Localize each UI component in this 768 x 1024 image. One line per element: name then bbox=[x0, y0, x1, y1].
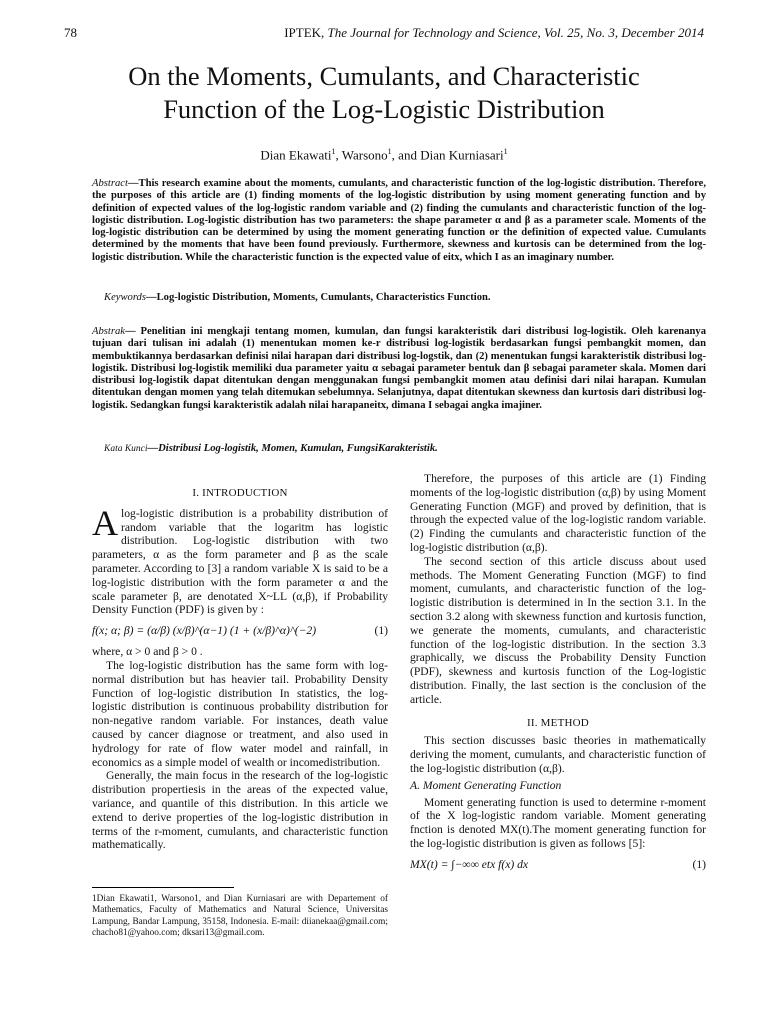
footnote-rule bbox=[92, 887, 234, 888]
paper-title bbox=[50, 60, 718, 126]
author-3: Dian Kurniasari bbox=[420, 147, 504, 163]
kata-kunci-text: —Distribusi Log-logistik, Momen, Kumulan, FungsiKarakteristik. bbox=[147, 443, 438, 454]
right-column bbox=[410, 472, 706, 879]
kata-kunci bbox=[104, 443, 706, 454]
mgf-paragraph: Moment generating function is used to determine r-moment of the X log-logistic random variable. Moment generating fnction is denoted MX(t).The moment generating function for the log-logistic distribution is given as follows [5]: bbox=[410, 795, 706, 850]
equation-mgf-body: MX(t) = ∫−∞∞ etx f(x) dx bbox=[410, 857, 529, 871]
author-1: Dian Ekawati bbox=[260, 147, 332, 163]
section-heading-method: II. METHOD bbox=[527, 716, 589, 729]
equation-1-number: (1) bbox=[374, 624, 388, 638]
keywords-text: —Log-logistic Distribution, Moments, Cumulants, Characteristics Function. bbox=[145, 292, 491, 303]
page-number: 78 bbox=[64, 25, 77, 40]
abstract-lead: Abstract bbox=[92, 178, 128, 189]
abstrak bbox=[92, 326, 706, 412]
purpose-paragraph: Therefore, the purposes of this article are (1) Finding moments of the log-logistic distribution (α,β) by using Moment Generating Function (MGF) and proved by definition, that is through the expected value of the log-logistic random variable. (2) Finding the cumulants and characteristic function of the log-logistic distribution (α,β). bbox=[410, 472, 706, 554]
abstract bbox=[92, 178, 706, 264]
intro-paragraph-3: Generally, the main focus in the research of the log-logistic distribution propertiesis in the areas of the expected value, variance, and quantile of this distribution. In this article we extend to derive properties of the log-logistic distribution in terms of the r-moment, cumulants, and characteristic function mathematically. bbox=[92, 769, 388, 852]
structure-paragraph: The second section of this article discuss about used methods. The Moment Generating Function (MGF) to find moment, cumulants, and characteristic function of the log-logistic distribution is determined in In the section 3.1. In the section 3.2 along with skewness function and kurtosis function, we generate the moments, cumulants, and characteristic function of the log-logistic distribution. In the section 3.3 graphically, we discuss the Probability Density Function (PDF), skewness and kurtosis function of the Log-logistic distribution. Finally, the last section is the conclusion of the article. bbox=[410, 554, 706, 706]
abstrak-lead: Abstrak bbox=[92, 326, 125, 337]
abstract-text: —This research examine about the moments, cumulants, and characteristic function of the log-logistic distribution. Therefore, the purposes of this article are (1) finding moments of the log-logistic distribution by using moment generating function and by definition of expected values of the log-logistic random variable and (2) finding the cumulants and characteristic function of the log-logistic distribution. Log-logistic distribution has two parameters: the shape parameter α and β as a parameter scale. Moments of the log-logistic distribution can be determined by using the moment generating function or the definition of expected value. Cumulants determined by the moments that have been found previously. Furthermore, skewness and kurtosis can be determined from the log-logistic distribution. While the characteristic function is the expected value of eitx, which I as an imaginary number. bbox=[92, 178, 706, 263]
kata-kunci-lead: Kata Kunci bbox=[104, 444, 148, 454]
abstrak-text: — Penelitian ini mengkaji tentang momen, kumulan, dan fungsi karakteristik dari distribusi log-logistik. Oleh karenanya tujuan dari tulisan ini adalah (1) menentukan momen ke-r distribusi log-logistik berdasarkan fungsi pembangkit momen, dan membuktikannya berdasarkan definisi nilai harapan dari distribusi log-logstik, dan (2) menentukan fungsi karakteristik distribusi log-logistik. Distribusi log-logistik memiliki dua parameter yaitu α sebagai parameter bentuk dan β sebagai parameter skala. Momen dari distribusi log-logistik dapat ditentukan dengan menggunakan fungsi pembangkit momen atau definisi dari nilai harapan. Kumulan ditentukan dengan momen yang telah ditemukan sebelumnya. Selanjutnya, dapat ditentukan skewness dan kurtosis dari distribusi log-logistik. Sedangkan fungsi karakteristik adalah nilai harapaneitx, dimana I sebagai angka imajiner. bbox=[92, 326, 706, 411]
intro-paragraph-2: The log-logistic distribution has the same form with log-normal distribution but has heavier tail. Probability Density Function of log-logistic distribution In statistics, the log-logistic distribution is continuous probability distribution for non-negative random variable. For instances, death value caused by cancer diagnose or treatment, and also used in hydrology for rate of flow water model and rainfall, in economics as a simple model of wealth or incomedistribution. bbox=[92, 658, 388, 769]
journal-name: The Journal for Technology and Science, Vol. 25, No. 3, December 2014 bbox=[327, 25, 704, 40]
author-1-affiliation: 1 bbox=[331, 147, 336, 156]
title-line-2: Function of the Log-Logistic Distribution bbox=[163, 94, 605, 124]
running-header bbox=[64, 25, 704, 43]
journal-citation bbox=[284, 25, 704, 41]
where-clause: where, α > 0 and β > 0 . bbox=[92, 645, 203, 659]
author-separator-2: , and bbox=[391, 147, 421, 163]
equation-mgf bbox=[410, 853, 706, 877]
author-2: Warsono bbox=[341, 147, 388, 163]
drop-cap: A bbox=[92, 502, 118, 543]
equation-1-body: f(x; α; β) = (α/β) (x/β)^(α−1) (1 + (x/β)^α)^(−2) bbox=[92, 624, 317, 638]
author-2-affiliation: 1 bbox=[387, 147, 392, 156]
footnote: 1Dian Ekawati1, Warsono1, and Dian Kurniasari are with Departement of Mathematics, Faculty of Mathematics and Natural Science, Universitas Lampung, Bandar Lampung, 35158, Indonesia. E-mail: diianekaa@gmail.com; chacho81@yahoo.com; dksari13@gmail.com. bbox=[92, 894, 388, 938]
author-separator-1: , bbox=[335, 147, 342, 163]
subsection-heading-mgf: A. Moment Generating Function bbox=[410, 778, 562, 792]
author-list bbox=[0, 147, 768, 163]
keywords bbox=[104, 292, 706, 303]
intro-paragraph-1 bbox=[92, 502, 388, 617]
equation-1 bbox=[92, 619, 388, 643]
intro-paragraph-1-text: log-logistic distribution is a probability distribution of random variable that the logaritm has logistic distribution. Log-logistic distribution with two parameters, α as the form parameter and β as the scale parameter. According to [3] a random variable X is said to be a log-logistic distribution with the form parameter α and the scale parameter β, are denotated X~LL (α,β), if Probability Density Function (PDF) is given by : bbox=[92, 506, 388, 617]
author-3-affiliation: 1 bbox=[503, 147, 508, 156]
method-paragraph: This section discusses basic theories in mathematically deriving the moment, cumulants, and characteristic function of the log-logistic distribution (α,β). bbox=[410, 734, 706, 775]
section-heading-introduction: I. INTRODUCTION bbox=[192, 487, 288, 499]
journal-prefix: IPTEK, bbox=[284, 25, 325, 40]
keywords-lead: Keywords bbox=[104, 292, 146, 303]
equation-mgf-number: (1) bbox=[692, 857, 706, 871]
title-line-1: On the Moments, Cumulants, and Characteristic bbox=[128, 61, 640, 91]
left-column bbox=[92, 487, 388, 852]
